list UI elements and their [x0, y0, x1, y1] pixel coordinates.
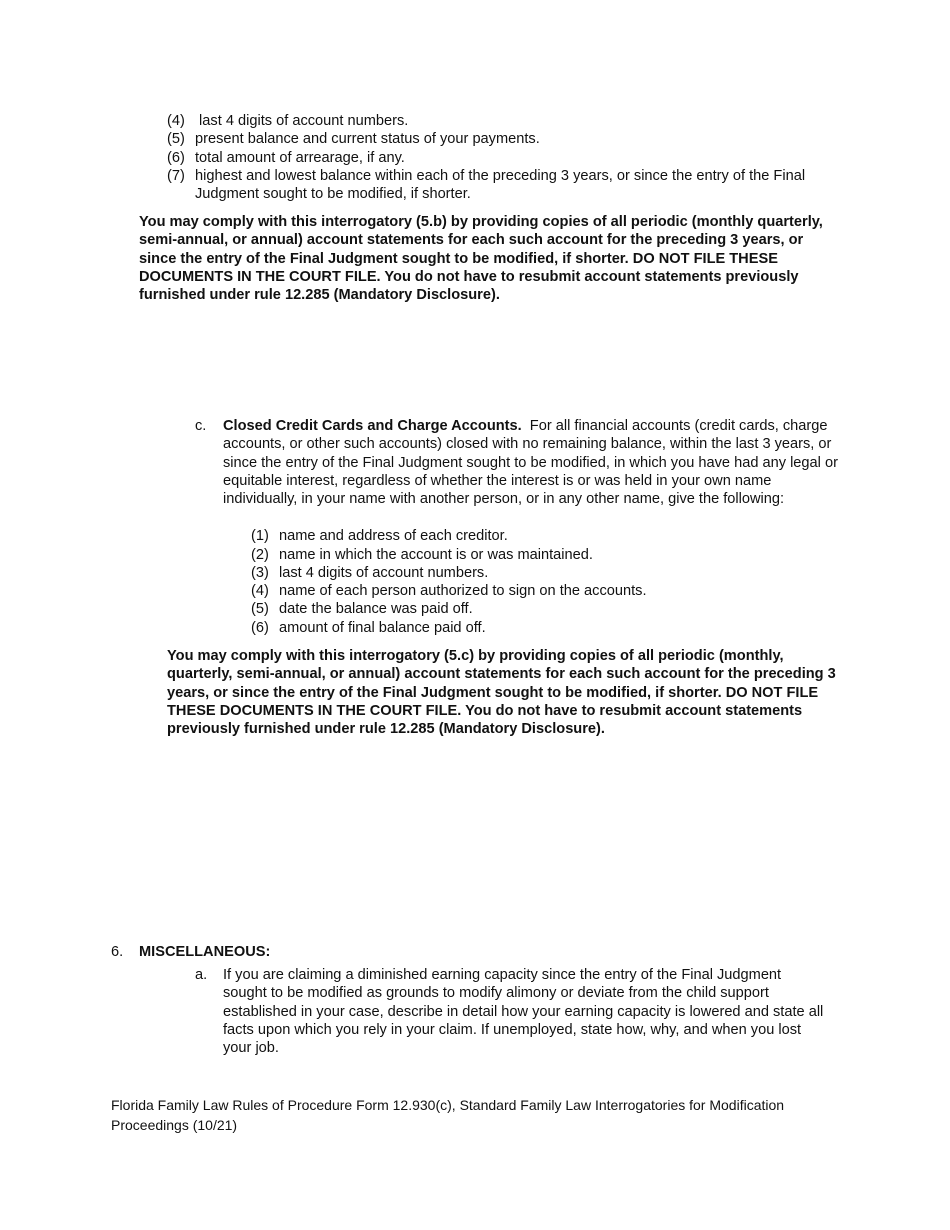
list-number: (4)	[167, 113, 185, 129]
list-item: name and address of each creditor.	[279, 528, 508, 544]
list-number: (5)	[167, 131, 185, 147]
list-item: present balance and current status of your payments.	[195, 131, 540, 147]
list-number: (3)	[251, 565, 269, 581]
list-number: (6)	[167, 150, 185, 166]
page-footer: Florida Family Law Rules of Procedure Form 12.930(c), Standard Family Law Interrogatories for Modification Proceedings (10/21)	[111, 1097, 785, 1133]
list-number: (5)	[251, 601, 269, 617]
list-item: name of each person authorized to sign on the accounts.	[279, 583, 647, 599]
list-item: last 4 digits of account numbers.	[279, 565, 489, 581]
list-number: (7)	[167, 168, 185, 184]
note-5c: You may comply with this interrogatory (5.c) by providing copies of all periodic (monthly, quarterly, semi-annual, or annual) account statements for each such account for the preceding 3 years, or since the entry of the Final Judgment sought to be modified, if shorter. DO NOT FILE THESE DOCUMENTS IN THE COURT FILE. You do not have to resubmit account statements previously furnished under rule 12.285 (Mandatory Disclosure).	[167, 648, 836, 738]
section-6a-letter: a.	[195, 967, 208, 983]
section-6-number: 6.	[111, 944, 124, 960]
section-6-heading: MISCELLANEOUS:	[139, 944, 271, 960]
list-item: total amount of arrearage, if any.	[195, 150, 405, 166]
list-item: name in which the account is or was maintained.	[279, 547, 593, 563]
section-c-body: For all financial accounts (credit cards, charge accounts, or other such accounts) closed with no remaining balance, within the last 3 years, or since the entry of the Final Judgment sought to be modified, in which you have had any legal or equitable interest, regardless of whether the interest is or was held in your own name individually, in your name with another person, or in any other name, give the following:	[223, 418, 838, 508]
list-number: (1)	[251, 528, 269, 544]
list-number: (4)	[251, 583, 269, 599]
section-c-heading: Closed Credit Cards and Charge Accounts.	[223, 418, 522, 434]
list-number: (2)	[251, 547, 269, 563]
section-c-letter: c.	[195, 418, 207, 434]
list-item: date the balance was paid off.	[279, 601, 473, 617]
section-c-paragraph	[223, 417, 843, 508]
note-5b: You may comply with this interrogatory (5.b) by providing copies of all periodic (monthly quarterly, semi-annual, or annual) account statements for each such account for the preceding 3 years, or since the entry of the Final Judgment sought to be modified, if shorter. DO NOT FILE THESE DOCUMENTS IN THE COURT FILE. You do not have to resubmit account statements previously furnished under rule 12.285 (Mandatory Disclosure).	[139, 214, 823, 304]
section-6a-text: If you are claiming a diminished earning capacity since the entry of the Final Judgment sought to be modified as grounds to modify alimony or deviate from the child support established in your case, describe in detail how your earning capacity is lowered and state all facts upon which you rely in your claim. If unemployed, state how, why, and when you lost your job.	[223, 967, 824, 1057]
list-item: last 4 digits of account numbers.	[195, 113, 409, 129]
list-number: (6)	[251, 620, 269, 636]
list-item: highest and lowest balance within each of the preceding 3 years, or since the entry of the Final Judgment sought to be modified, if shorter.	[195, 168, 806, 203]
list-item: amount of final balance paid off.	[279, 620, 486, 636]
